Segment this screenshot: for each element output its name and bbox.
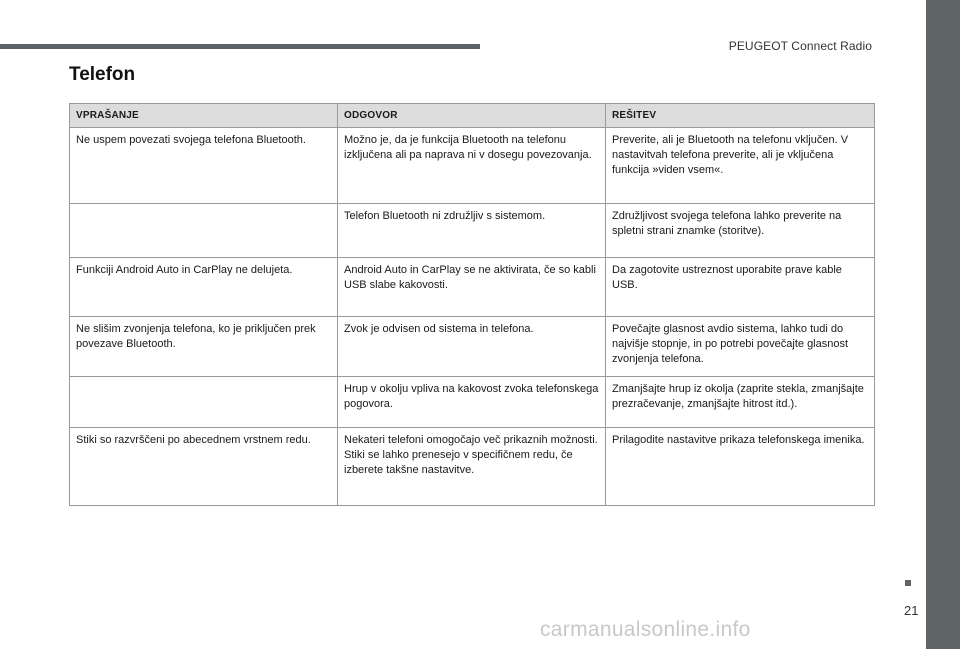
question-cell: Ne uspem povezati svojega telefona Bluetooth. — [70, 128, 338, 204]
solution-cell: Združljivost svojega telefona lahko preverite na spletni strani znamke (storitve). — [606, 204, 875, 258]
continuation-marker — [905, 580, 911, 586]
solution-cell: Prilagodite nastavitve prikaza telefonskega imenika. — [606, 428, 875, 506]
question-cell — [70, 377, 338, 428]
page-title: Telefon — [69, 64, 136, 85]
solution-cell: Preverite, ali je Bluetooth na telefonu vključen. V nastavitvah telefona preverite, ali je vključena funkcija »viden vsem«. — [606, 128, 875, 204]
table-header-row — [70, 104, 875, 128]
column-header-answer: ODGOVOR — [338, 104, 606, 128]
side-tab-strip — [926, 0, 960, 649]
question-cell: Funkciji Android Auto in CarPlay ne delujeta. — [70, 258, 338, 317]
table-row — [70, 204, 875, 258]
page-number: 21 — [904, 603, 919, 618]
watermark-text: carmanualsonline.info — [540, 618, 751, 641]
answer-cell: Nekateri telefoni omogočajo več prikaznih možnosti. Stiki se lahko prenesejo v specifičnem redu, če izberete takšne nastavitve. — [338, 428, 606, 506]
table-row — [70, 317, 875, 377]
question-cell — [70, 204, 338, 258]
header-accent-bar — [0, 44, 480, 49]
solution-cell: Da zagotovite ustreznost uporabite prave kable USB. — [606, 258, 875, 317]
solution-cell: Zmanjšajte hrup iz okolja (zaprite stekla, zmanjšajte prezračevanje, zmanjšajte hitrost itd.). — [606, 377, 875, 428]
table-row — [70, 428, 875, 506]
question-cell: Ne slišim zvonjenja telefona, ko je priključen prek povezave Bluetooth. — [70, 317, 338, 377]
table-row — [70, 128, 875, 204]
answer-cell: Hrup v okolju vpliva na kakovost zvoka telefonskega pogovora. — [338, 377, 606, 428]
answer-cell: Zvok je odvisen od sistema in telefona. — [338, 317, 606, 377]
table-row — [70, 258, 875, 317]
document-header-title: PEUGEOT Connect Radio — [728, 39, 872, 53]
solution-cell: Povečajte glasnost avdio sistema, lahko tudi do najvišje stopnje, in po potrebi povečajte glasnost zvonjenja telefona. — [606, 317, 875, 377]
question-cell: Stiki so razvrščeni po abecednem vrstnem redu. — [70, 428, 338, 506]
answer-cell: Android Auto in CarPlay se ne aktivirata, če so kabli USB slabe kakovosti. — [338, 258, 606, 317]
troubleshooting-table — [69, 103, 875, 506]
answer-cell: Telefon Bluetooth ni združljiv s sistemom. — [338, 204, 606, 258]
column-header-question: VPRAŠANJE — [70, 104, 338, 128]
column-header-solution: REŠITEV — [606, 104, 875, 128]
table-row — [70, 377, 875, 428]
answer-cell: Možno je, da je funkcija Bluetooth na telefonu izključena ali pa naprava ni v dosegu povezovanja. — [338, 128, 606, 204]
